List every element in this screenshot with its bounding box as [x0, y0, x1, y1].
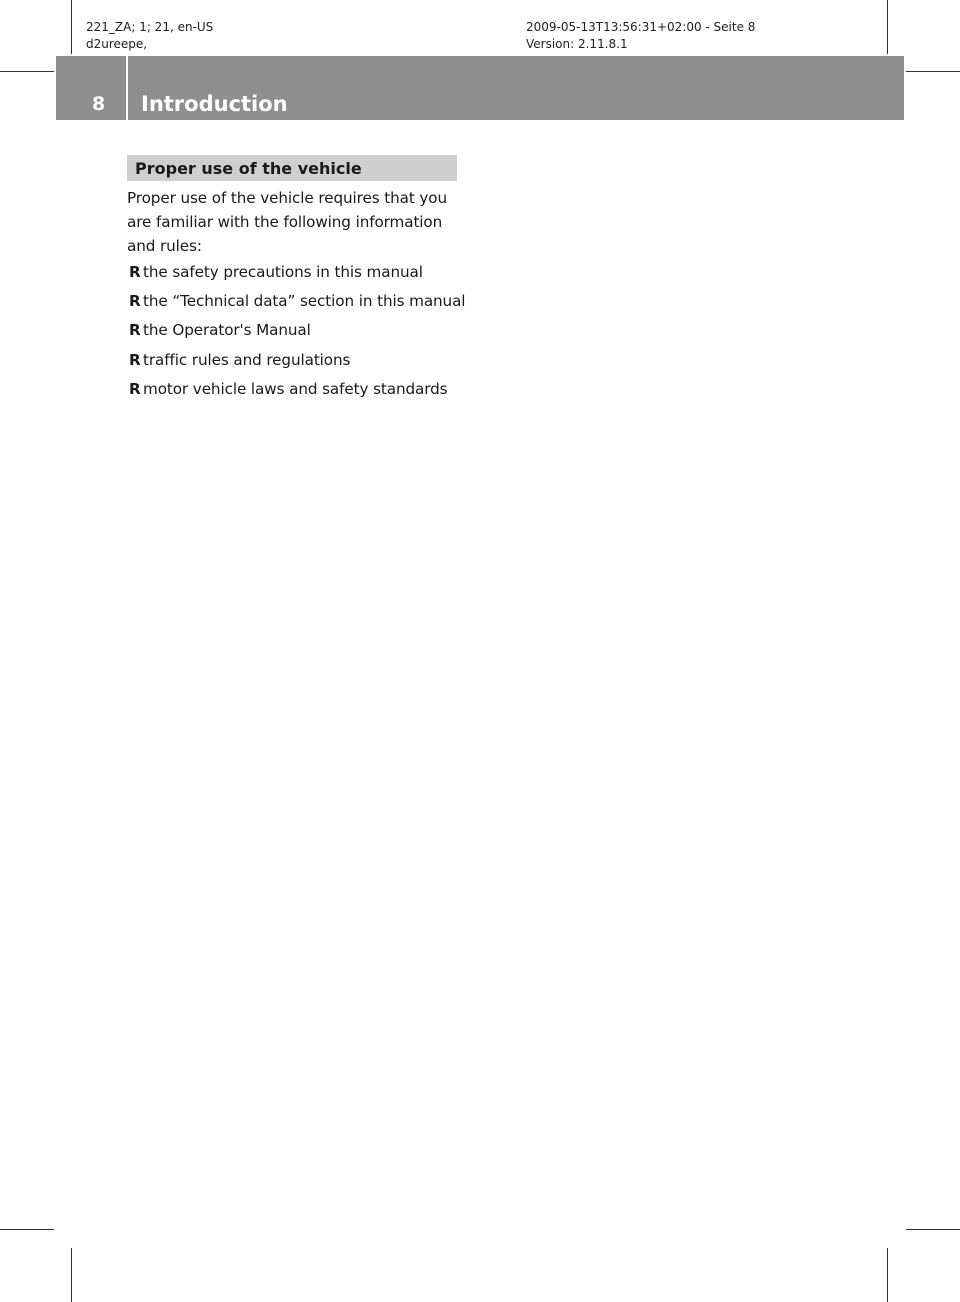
print-meta-left-line2: d2ureepe,	[86, 37, 148, 51]
crop-mark-bottom-left-vertical	[71, 1248, 72, 1302]
list-item-text: traffic rules and regulations	[143, 350, 351, 369]
bullet-icon: R	[129, 292, 141, 311]
list-item-text: motor vehicle laws and safety standards	[143, 379, 448, 398]
print-meta-left-line1: 221_ZA; 1; 21, en-US	[86, 20, 214, 34]
list-item	[129, 377, 465, 406]
crop-mark-top-left-horizontal	[0, 71, 54, 72]
header-divider	[126, 56, 128, 120]
list-item-text: the safety precautions in this manual	[143, 263, 423, 281]
crop-mark-bottom-left-horizontal	[0, 1229, 54, 1230]
print-meta-right-line2: Version: 2.11.8.1	[526, 37, 628, 51]
chapter-title: Introduction	[141, 92, 288, 116]
bullet-icon: R	[129, 321, 141, 340]
print-meta-left	[86, 19, 213, 53]
bullet-icon: R	[129, 263, 141, 281]
print-meta-right	[526, 19, 755, 53]
list-item	[129, 289, 465, 318]
page-number: 8	[92, 93, 106, 115]
list-item-text: the “Technical data” section in this manual	[143, 292, 466, 311]
list-item	[129, 318, 465, 347]
bullet-icon: R	[129, 379, 141, 398]
print-meta-right-line1: 2009-05-13T13:56:31+02:00 - Seite 8	[526, 20, 756, 34]
crop-mark-top-right-vertical	[887, 0, 888, 54]
section-heading: Proper use of the vehicle	[127, 155, 457, 181]
list-item	[129, 348, 465, 377]
requirements-list	[129, 260, 465, 406]
bullet-icon: R	[129, 350, 141, 369]
crop-mark-top-left-vertical	[71, 0, 72, 54]
crop-mark-bottom-right-vertical	[887, 1248, 888, 1302]
crop-mark-top-right-horizontal	[906, 71, 960, 72]
list-item-text: the Operator's Manual	[143, 321, 311, 340]
intro-paragraph: Proper use of the vehicle requires that you are familiar with the following information and rules:	[127, 189, 448, 255]
list-item	[129, 260, 465, 289]
crop-mark-bottom-right-horizontal	[906, 1229, 960, 1230]
